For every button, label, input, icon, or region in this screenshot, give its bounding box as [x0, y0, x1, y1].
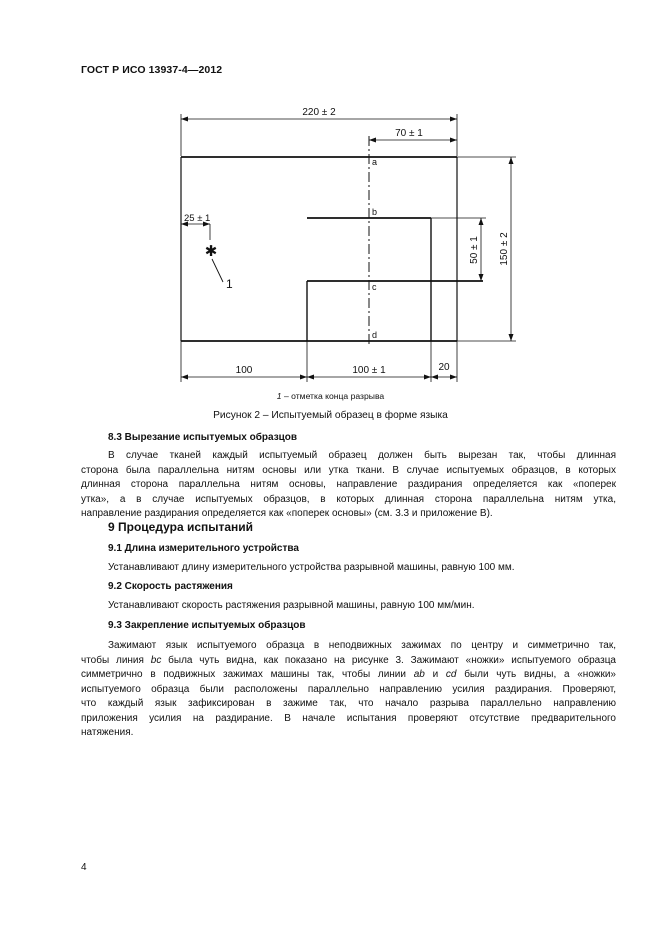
paragraph-line: направление раздирания определяется как «поперек основы» (см. 3.3 и приложение В). [81, 508, 493, 519]
dim-label-total-width: 220 ± 2 [302, 107, 336, 118]
section-9-3-title: 9.3 Закрепление испытуемых образцов [108, 620, 306, 631]
text-run: симметрично в подвижных зажимах машины так, чтобы линии [81, 669, 414, 680]
line-label-ab: ab [413, 669, 425, 680]
section-9-2-text: Устанавливают скорость растяжения разрывной машины, равную 100 мм/мин. [108, 600, 475, 611]
page-number: 4 [81, 862, 87, 873]
paragraph-line: натяжения. [81, 727, 134, 738]
dim-label-bottom-mid: 100 ± 1 [352, 365, 386, 376]
paragraph-line [81, 668, 616, 683]
legend-text: – отметка конца разрыва [281, 391, 385, 401]
paragraph-line: что каждый язык зафиксирован в зажиме так, что начало разрыва параллельно направлению [81, 698, 616, 709]
paragraph-line: испытуемого образца были расположены параллельно направлению усилия раздирания. Проверяют, [81, 683, 616, 695]
dim-label-bottom-left: 100 [235, 365, 253, 376]
section-9-3-paragraph [81, 639, 616, 741]
paragraph-line: утка», а в случае испытуемых образцов, в которых длинная сторона параллельна нитям утка, [81, 493, 616, 505]
paragraph-line: сторона была параллельна нитям основы или утка ткани. В случае испытуемых образцов, в которых [81, 464, 616, 476]
section-9-1-text: Устанавливают длину измерительного устройства разрывной машины, равную 100 мм. [108, 562, 515, 573]
figure-caption: Рисунок 2 – Испытуемый образец в форме языка [213, 410, 448, 421]
point-label-a: a [372, 157, 378, 167]
point-label-c: c [372, 282, 377, 292]
line-label-cd: cd [445, 669, 457, 680]
callout-number: 1 [226, 277, 233, 291]
point-label-b: b [372, 207, 378, 217]
section-9-1-title: 9.1 Длина измерительного устройства [108, 543, 299, 554]
document-header: ГОСТ Р ИСО 13937-4—2012 [81, 64, 223, 76]
dimension-arrows [181, 117, 514, 380]
dim-label-mark-offset: 25 ± 1 [184, 213, 211, 224]
figure-legend [0, 391, 661, 401]
tear-end-mark-icon: ✱ [204, 243, 218, 260]
dim-label-bottom-right: 20 [438, 362, 450, 373]
paragraph-line: длинная сторона параллельна нитям основы, направление раздирания определяется как «поперек [81, 479, 616, 490]
section-8-3-title: 8.3 Вырезание испытуемых образцов [108, 432, 298, 443]
dim-label-total-height: 150 ± 2 [499, 232, 510, 266]
text-run: были чуть видны, а «ножки» [456, 669, 616, 680]
point-label-d: d [372, 330, 378, 340]
paragraph-line: В случае тканей каждый испытуемый образец должен быть вырезан так, чтобы длинная [108, 450, 616, 461]
text-run: и [424, 669, 446, 680]
paragraph-line: приложения усилия на раздирание. В начале испытания проверяют отсутствие предварительного [81, 712, 616, 724]
paragraph-line [81, 654, 616, 669]
text-run: чтобы линия [81, 654, 151, 666]
text-run: была чуть видна, как показано на рисунке 3. Зажимают «ножки» испытуемого образца [161, 654, 616, 666]
line-label-bc: bc [150, 654, 162, 666]
dim-label-top-right: 70 ± 1 [395, 128, 423, 139]
paragraph-line: Зажимают язык испытуемого образца в неподвижных зажимах по центру и симметрично так, [108, 640, 616, 651]
section-9-title: 9 Процедура испытаний [108, 520, 254, 534]
section-9-2-title: 9.2 Скорость растяжения [108, 581, 233, 592]
legend-number: 1 [276, 391, 282, 401]
dim-label-tongue-height: 50 ± 1 [469, 236, 480, 264]
callout-leader [212, 259, 223, 282]
specimen-figure [0, 0, 661, 400]
section-8-3-paragraph [81, 449, 616, 522]
